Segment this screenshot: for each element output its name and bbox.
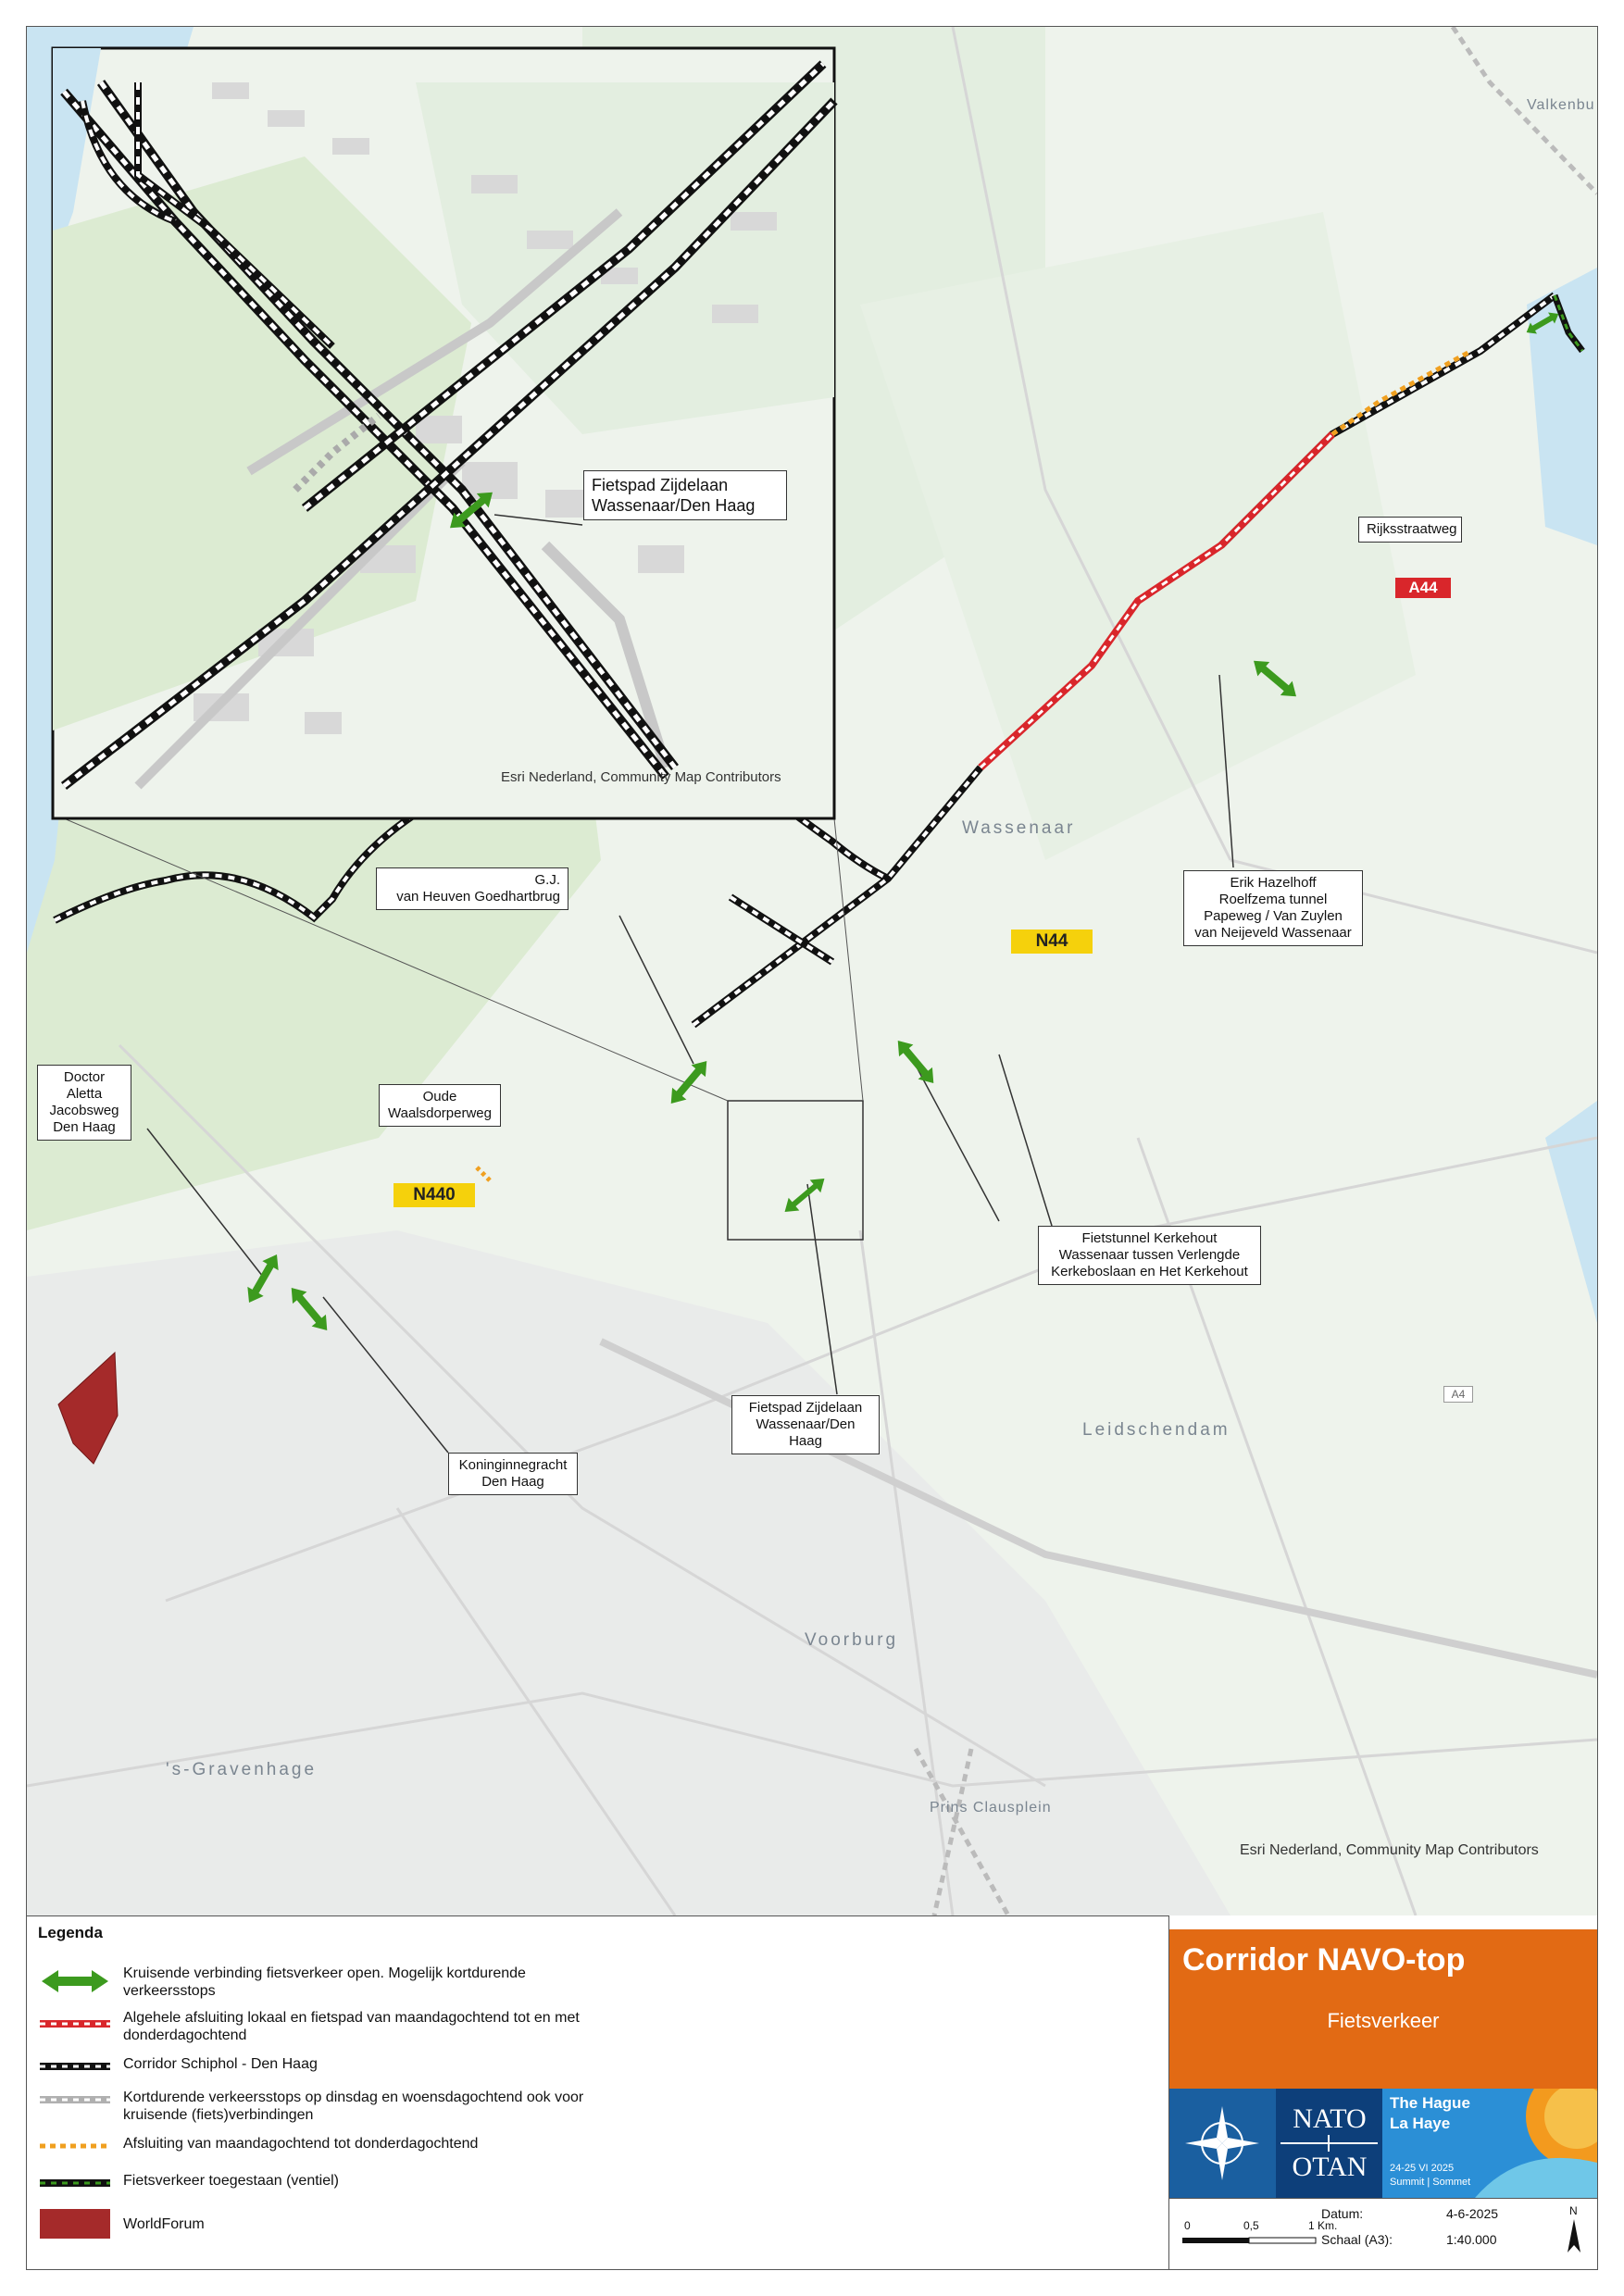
scale-tick-0: 0 xyxy=(1184,2219,1191,2232)
place-leidschendam: Leidschendam xyxy=(1082,1420,1230,1440)
legend-item xyxy=(38,2009,1149,2046)
datum-label: Datum: xyxy=(1321,2206,1364,2221)
datum-value: 4-6-2025 xyxy=(1446,2206,1499,2221)
title-panel xyxy=(1169,1929,1597,2089)
inset-attribution: Esri Nederland, Community Map Contributors xyxy=(501,769,781,785)
map-attribution: Esri Nederland, Community Map Contributors xyxy=(1240,1842,1539,1858)
summit-dates: 24-25 VI 2025 xyxy=(1390,2163,1455,2174)
callout-kerkehout: Fietstunnel Kerkehout Wassenaar tussen Verlengde Kerkeboslaan en Het Kerkehout xyxy=(1038,1226,1261,1285)
legend-item xyxy=(38,2089,1149,2126)
legend-item-label: Fietsverkeer toegestaan (ventiel) xyxy=(123,2173,339,2189)
legend xyxy=(27,1915,1169,2269)
road-shield-n44: N44 xyxy=(1011,930,1093,954)
nato-text: NATO xyxy=(1293,2103,1367,2134)
callout-rijksstraatweg: Rijksstraatweg xyxy=(1358,517,1462,543)
place-voorburg: Voorburg xyxy=(805,1630,899,1650)
legend-item-label: Kruisende verbinding fietsverkeer open. Mogelijk kortdurende verkeersstops xyxy=(123,1965,526,1999)
legend-item-label: Corridor Schiphol - Den Haag xyxy=(123,2056,318,2072)
red-dashed-line xyxy=(38,2009,112,2042)
legend-item xyxy=(38,1965,1149,2002)
legend-item-label: Kortdurende verkeersstops op dinsdag en woensdagochtend ook voor kruisende (fiets)verbindingen xyxy=(123,2090,584,2123)
schaal-value: 1:40.000 xyxy=(1446,2232,1497,2247)
summit-logo xyxy=(1169,2089,1597,2198)
place-valkenburg: Valkenbu xyxy=(1527,97,1595,113)
summit-logo-graphic xyxy=(1169,2089,1597,2198)
map-title: Corridor NAVO-top xyxy=(1182,1942,1466,1978)
scale-tick-half: 0,5 xyxy=(1243,2219,1259,2232)
callout-aletta: Doctor Aletta Jacobsweg Den Haag xyxy=(37,1065,131,1141)
otan-text: OTAN xyxy=(1292,2152,1368,2182)
road-shield-a44: A44 xyxy=(1395,578,1451,598)
road-shield-n440: N440 xyxy=(394,1183,475,1207)
schaal-label: Schaal (A3): xyxy=(1321,2232,1393,2247)
road-shield-a4: A4 xyxy=(1443,1386,1473,1403)
place-gravenhage: 's-Gravenhage xyxy=(166,1760,318,1779)
map-subtitle: Fietsverkeer xyxy=(1327,2009,1440,2032)
scale-bar xyxy=(1182,2236,1317,2247)
orange-dashed-line xyxy=(38,2135,112,2168)
callout-koninginnegracht: Koninginnegracht Den Haag xyxy=(448,1453,578,1495)
green-dashed-line xyxy=(38,2172,112,2205)
callout-waalsdorperweg: Oude Waalsdorperweg xyxy=(379,1084,501,1127)
callout-goedhartbrug: G.J. van Heuven Goedhartbrug xyxy=(376,867,568,910)
city-la-haye: La Haye xyxy=(1390,2115,1451,2132)
grey-dashed-line xyxy=(38,2089,112,2122)
legend-title: Legenda xyxy=(38,1924,103,1941)
green-arrow-icon xyxy=(38,1965,112,1998)
inset-map xyxy=(53,48,834,818)
legend-item xyxy=(38,2172,1149,2209)
scale-tick-1: 1 Km. xyxy=(1308,2219,1338,2232)
place-wassenaar: Wassenaar xyxy=(962,818,1076,838)
legend-item xyxy=(38,2207,1149,2244)
black-dashed-line xyxy=(38,2055,112,2089)
legend-item-label: WorldForum xyxy=(123,2216,205,2232)
callout-inset-zijdelaan: Fietspad Zijdelaan Wassenaar/Den Haag xyxy=(583,470,787,520)
map-area[interactable] xyxy=(27,27,1597,1915)
city-the-hague: The Hague xyxy=(1390,2094,1470,2112)
legend-item-label: Afsluiting van maandagochtend tot donderdagochtend xyxy=(123,2136,479,2152)
legend-item xyxy=(38,2055,1149,2092)
red-area xyxy=(38,2207,112,2240)
summit-label: Summit | Sommet xyxy=(1390,2177,1471,2188)
legend-item-label: Algehele afsluiting lokaal en fietspad van maandagochtend tot en met donderdagochtend xyxy=(123,2010,580,2043)
callout-zijdelaan: Fietspad Zijdelaan Wassenaar/Den Haag xyxy=(731,1395,880,1454)
north-arrow-icon xyxy=(1568,2219,1580,2252)
callout-hazelhoff: Erik Hazelhoff Roelfzema tunnel Papeweg / Van Zuylen van Neijeveld Wassenaar xyxy=(1183,870,1363,946)
north-label: N xyxy=(1569,2204,1578,2217)
legend-item xyxy=(38,2135,1149,2172)
place-prins-clausplein: Prins Clausplein xyxy=(930,1800,1052,1816)
info-panel xyxy=(1169,2198,1597,2270)
